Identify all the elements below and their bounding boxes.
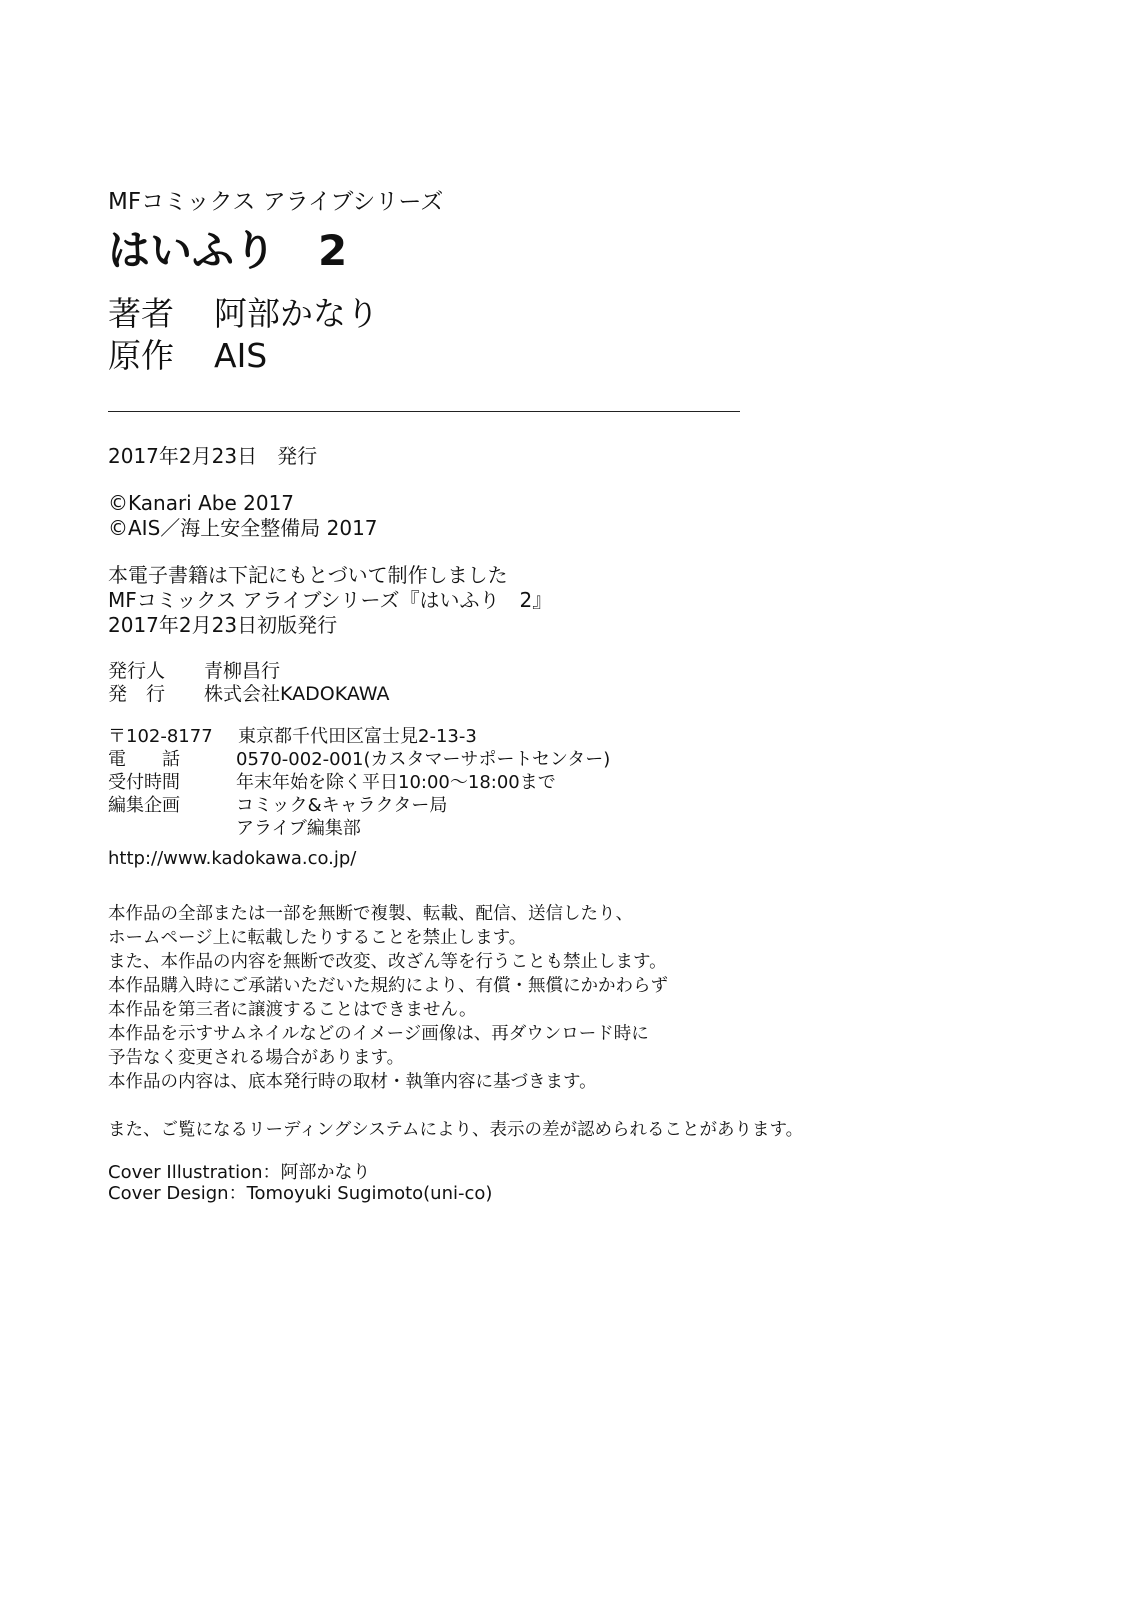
publisher-label: 発行人 bbox=[108, 660, 166, 682]
notice-block bbox=[108, 902, 868, 1094]
editorial-value: コミック&キャラクター局 bbox=[236, 795, 448, 816]
hours-value: 年末年始を除く平日10:00～18:00まで bbox=[236, 772, 556, 793]
ebook-note-line: 本電子書籍は下記にもとづいて制作しました bbox=[108, 563, 508, 587]
cover-illustration-credit: Cover Illustration：阿部かなり bbox=[108, 1162, 371, 1183]
phone-value: 0570-002-001(カスタマーサポートセンター) bbox=[236, 749, 611, 770]
publisher-url[interactable]: http://www.kadokawa.co.jp/ bbox=[108, 848, 357, 869]
notice-line: 本作品を示すサムネイルなどのイメージ画像は、再ダウンロード時に bbox=[108, 1024, 649, 1044]
publication-date: 2017年2月23日 発行 bbox=[108, 444, 318, 468]
contact-row bbox=[108, 771, 868, 794]
original-name: AIS bbox=[214, 336, 268, 375]
divider bbox=[108, 411, 740, 412]
publisher-value: 株式会社KADOKAWA bbox=[204, 683, 390, 705]
contact-row bbox=[108, 817, 868, 840]
original-label: 原作 bbox=[108, 336, 174, 375]
postal-code: 〒102-8177 bbox=[108, 726, 213, 747]
publisher-row bbox=[108, 683, 868, 706]
notice-line: 本作品購入時にご承諾いただいた規約により、有償・無償にかかわらず bbox=[108, 976, 668, 996]
author-row bbox=[108, 293, 868, 335]
notice-line: 予告なく変更される場合があります。 bbox=[108, 1048, 405, 1068]
contact-row bbox=[108, 748, 868, 771]
editorial-label: 編集企画 bbox=[108, 795, 180, 816]
colophon bbox=[108, 185, 868, 1204]
series-name: MFコミックス アライブシリーズ bbox=[108, 189, 444, 215]
phone-label: 電 話 bbox=[108, 749, 180, 770]
author-label: 著者 bbox=[108, 294, 174, 333]
ebook-note-line: MFコミックス アライブシリーズ『はいふり 2』 bbox=[108, 588, 553, 612]
book-title: はいふり 2 bbox=[108, 226, 348, 275]
publisher-label: 発 行 bbox=[108, 683, 166, 705]
publisher-value: 青柳昌行 bbox=[204, 660, 281, 682]
copyright-line: ©Kanari Abe 2017 bbox=[108, 491, 295, 515]
publisher-block bbox=[108, 660, 868, 706]
publisher-row bbox=[108, 660, 868, 683]
notice-line: また、本作品の内容を無断で改変、改ざん等を行うことも禁止します。 bbox=[108, 952, 667, 972]
reading-system-note: また、ご覧になるリーディングシステムにより、表示の差が認められることがあります。 bbox=[108, 1120, 804, 1140]
author-name: 阿部かなり bbox=[214, 294, 379, 333]
address: 東京都千代田区富士見2-13-3 bbox=[238, 726, 477, 747]
contact-row bbox=[108, 725, 868, 748]
notice-line: ホームページ上に転載したりすることを禁止します。 bbox=[108, 928, 527, 948]
editorial-label-empty bbox=[108, 817, 236, 840]
cover-design-credit: Cover Design：Tomoyuki Sugimoto(uni-co) bbox=[108, 1183, 493, 1204]
cover-credits bbox=[108, 1162, 868, 1204]
notice-line: 本作品の内容は、底本発行時の取材・執筆内容に基づきます。 bbox=[108, 1072, 597, 1092]
copyright-line: ©AIS／海上安全整備局 2017 bbox=[108, 516, 378, 540]
contact-row bbox=[108, 794, 868, 817]
hours-label: 受付時間 bbox=[108, 772, 180, 793]
ebook-note-block bbox=[108, 563, 868, 638]
original-row bbox=[108, 335, 868, 377]
contact-block bbox=[108, 725, 868, 870]
notice-line: 本作品を第三者に譲渡することはできません。 bbox=[108, 1000, 477, 1020]
notice-line: 本作品の全部または一部を無断で複製、転載、配信、送信したり、 bbox=[108, 904, 633, 924]
ebook-note-line: 2017年2月23日初版発行 bbox=[108, 613, 338, 637]
copyright-block bbox=[108, 491, 868, 541]
editorial-dept: アライブ編集部 bbox=[236, 818, 361, 839]
